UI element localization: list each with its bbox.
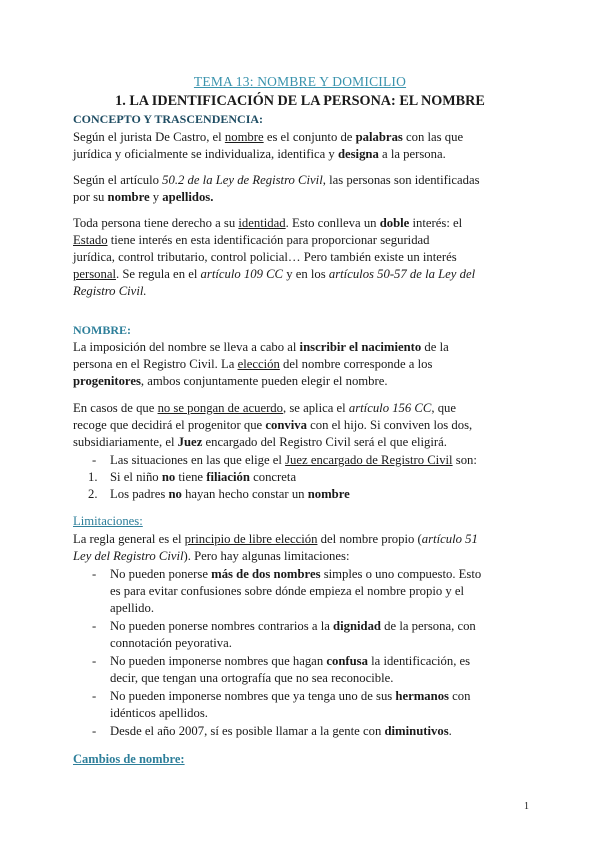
nombre-p2-line3: subsidiariamente, el Juez encargado del Registro Civil será el que eligirá. <box>73 435 447 449</box>
section-heading: 1. LA IDENTIFICACIÓN DE LA PERSONA: EL NOMBRE <box>115 93 485 109</box>
nombre-p1-line1: La imposición del nombre se lleva a cabo al inscribir el nacimiento de la <box>73 340 449 354</box>
limitacion-item-2-line2: connotación peyorativa. <box>110 636 232 650</box>
concepto-p1-line1: Según el jurista De Castro, el nombre es el conjunto de palabras con las que <box>73 130 464 144</box>
limitacion-item-1-line2: es para evitar confusiones sobre dónde empieza el nombre propio y el <box>110 584 465 598</box>
nombre-p2-line2: recoge que decidirá el progenitor que conviva con el hijo. Si conviven los dos, <box>73 418 473 432</box>
limitaciones-p1-line2: Ley del Registro Civil). Pero hay algunas limitaciones: <box>73 549 350 563</box>
document-page: TEMA 13: NOMBRE Y DOMICILIO 1. LA IDENTIFICACIÓN DE LA PERSONA: EL NOMBRE CONCEPTO Y TRASCENDENCIA: Según el jurista De Castro, el nombre es el conjunto de palabras con las que jurídica y oficialmente se individualiza, identifica y designa a la persona. Según el artículo 50.2 de la Ley de Registro Civil, las personas son identificadas por su nombre y apellidos. Toda persona tiene derecho a su identidad. Esto conlleva un doble interés: el Estado tiene interés en esta identificación para proporcionar seguridad jurídica, control tributario, control policial… Pero también existe un interés personal. Se regula en el artículo 109 CC y en los artículos 50-57 de la Ley del Registro Civil. NOMBRE: La imposición del nombre se lleva a cabo al inscribir el nacimiento de la persona en el Registro Civil. La elección del nombre corresponde a los progenitores, ambos conjuntamente pueden elegir el nombre. En casos de que no se pongan de acuerdo, se aplica el artículo 156 CC, que recoge que decidirá el progenitor que conviva con el hijo. Si conviven los dos, subsidiariamente, el Juez encargado del Registro Civil será el que eligirá. - Las situaciones en las que elige el Juez encargado de Registro Civil son: 1. Si el niño no tiene filiación concreta 2. Los padres no hayan hecho constar un nombre Limitaciones: La regla general es el principio de libre elección del nombre propio (artículo 51 Ley del Registro Civil). Pero hay algunas limitaciones: - No pueden ponerse más de dos nombres simples o uno compuesto. Esto es para evitar confusiones sobre dónde empieza el nombre propio y el apellido. - No pueden ponerse nombres contrarios a la dignidad de la persona, con connotación peyorativa. - No pueden imponerse nombres que hagan confusa la identificación, es decir, que tengan una ortografía que no sea reconocible. - No pueden imponerse nombres que ya tenga uno de sus hermanos con idénticos apellidos. - Desde el año 2007, sí es posible llamar a la gente con diminutivos. Cambios de nombre: 1 <box>0 0 600 848</box>
concepto-p3-line1: Toda persona tiene derecho a su identidad. Esto conlleva un doble interés: el <box>73 216 463 230</box>
limitacion-item-1-line3: apellido. <box>110 601 155 615</box>
page-number: 1 <box>524 801 529 812</box>
limitaciones-subtitle: Limitaciones: <box>73 514 143 528</box>
topic-title: TEMA 13: NOMBRE Y DOMICILIO <box>193 74 407 89</box>
limitacion-item-3-line2: decir, que tengan una ortografía que no sea reconocible. <box>110 671 394 685</box>
nombre-p1-line3: progenitores, ambos conjuntamente pueden elegir el nombre. <box>73 374 388 388</box>
concepto-p3-line4: personal. Se regula en el artículo 109 CC y en los artículos 50-57 de la Ley del <box>73 267 476 281</box>
concepto-p1-line2: jurídica y oficialmente se individualiza, identifica y designa a la persona. <box>73 147 446 161</box>
concepto-p3-line5: Registro Civil. <box>73 284 147 298</box>
nombre-p1-line2: persona en el Registro Civil. La elección del nombre corresponde a los <box>73 357 433 371</box>
concepto-p3-line2: Estado tiene interés en esta identificación para proporcionar seguridad <box>73 233 430 247</box>
concepto-p3-line3: jurídica, control tributario, control policial… Pero también existe un interés <box>73 250 457 264</box>
concepto-p2-line1: Según el artículo 50.2 de la Ley de Registro Civil, las personas son identificadas <box>73 173 480 187</box>
limitacion-item-4-line2: idénticos apellidos. <box>110 706 208 720</box>
nombre-subtitle: NOMBRE: <box>73 323 131 337</box>
nombre-p2-line1: En casos de que no se pongan de acuerdo, se aplica el artículo 156 CC, que <box>73 401 457 415</box>
limitaciones-p1-line1: La regla general es el principio de libre elección del nombre propio (artículo 51 <box>73 532 478 546</box>
cambios-subtitle: Cambios de nombre: <box>73 752 185 766</box>
concepto-p2-line2: por su nombre y apellidos. <box>73 190 214 204</box>
concepto-subtitle: CONCEPTO Y TRASCENDENCIA: <box>73 112 264 126</box>
